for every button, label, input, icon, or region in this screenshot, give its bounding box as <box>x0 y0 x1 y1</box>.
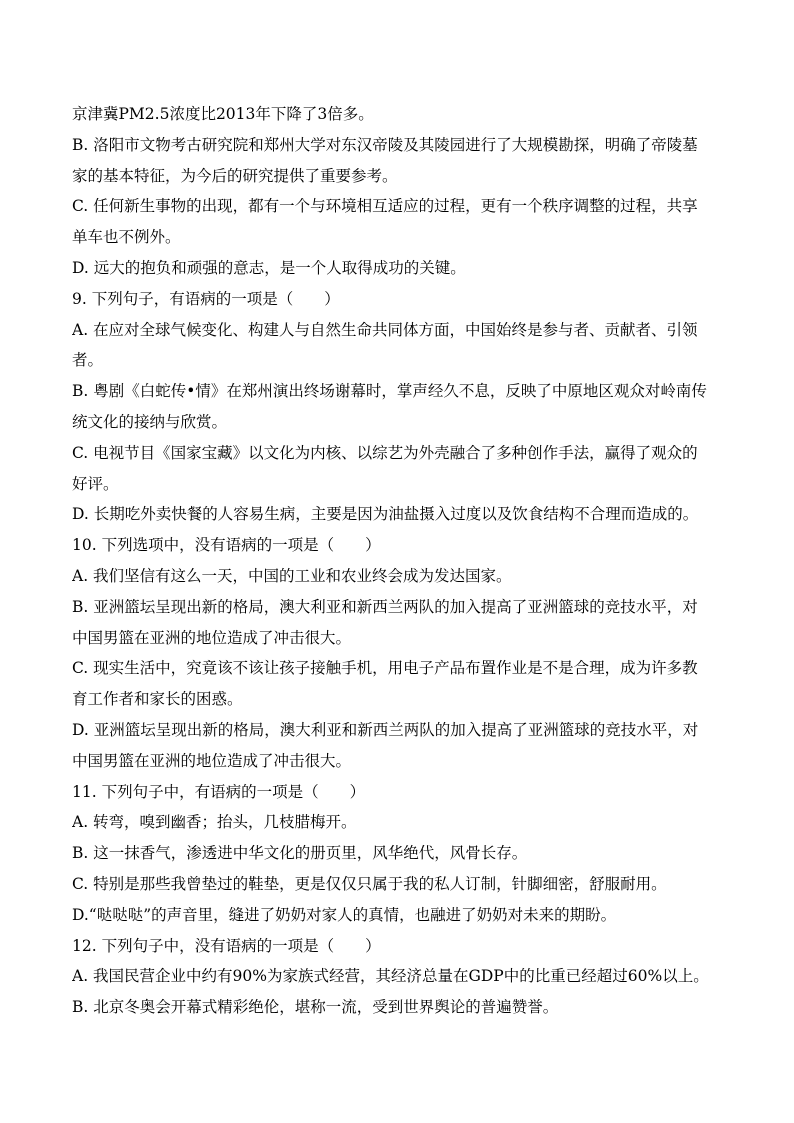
option-d-line: D.“哒哒哒”的声音里，缝进了奶奶对家人的真情，也融进了奶奶对未来的期盼。 <box>72 905 617 924</box>
question-9-stem: 9. 下列句子，有语病的一项是（ ） <box>72 289 340 308</box>
option-b-line: B. 亚洲篮坛呈现出新的格局，澳大利亚和新西兰两队的加入提高了亚洲篮球的竞技水平，对 <box>72 597 698 616</box>
text-line: 好评。 <box>72 474 119 493</box>
option-c-line: C. 现实生活中，究竟该不该让孩子接触手机，用电子产品布置作业是不是合理，成为许多教 <box>72 659 698 678</box>
option-a-line: A. 我国民营企业中约有90%为家族式经营，其经济总量在GDP中的比重已经超过60%以上。 <box>72 967 709 986</box>
text-line: 家的基本特征，为今后的研究提供了重要参考。 <box>72 166 398 185</box>
option-d-line: D. 长期吃外卖快餐的人容易生病，主要是因为油盐摄入过度以及饮食结构不合理而造成的。 <box>72 505 699 524</box>
option-c-line: C. 特别是那些我曾垫过的鞋垫，更是仅仅只属于我的私人订制，针脚细密，舒服耐用。 <box>72 874 667 893</box>
option-b-line: B. 洛阳市文物考古研究院和郑州大学对东汉帝陵及其陵园进行了大规模勘探，明确了帝陵墓 <box>72 135 698 154</box>
text-line: 中国男篮在亚洲的地位造成了冲击很大。 <box>72 751 352 770</box>
text-line: 者。 <box>72 351 104 370</box>
question-12-stem: 12. 下列句子中，没有语病的一项是（ ） <box>72 936 381 955</box>
question-10-stem: 10. 下列选项中，没有语病的一项是（ ） <box>72 536 381 555</box>
text-line: 统文化的接纳与欣赏。 <box>72 412 228 431</box>
option-b-line: B. 粤剧《白蛇传•情》在郑州演出终场谢幕时，掌声经久不息，反映了中原地区观众对岭南传 <box>72 382 707 401</box>
option-d-line: D. 远大的抱负和顽强的意志，是一个人取得成功的关键。 <box>72 258 466 277</box>
text-line: 中国男篮在亚洲的地位造成了冲击很大。 <box>72 628 352 647</box>
question-11-stem: 11. 下列句子中，有语病的一项是（ ） <box>72 782 366 801</box>
option-b-line: B. 这一抹香气，渗透进中华文化的册页里，风华绝代，风骨长存。 <box>72 844 528 863</box>
document-page <box>72 99 722 1023</box>
option-d-line: D. 亚洲篮坛呈现出新的格局，澳大利亚和新西兰两队的加入提高了亚洲篮球的竞技水平，对 <box>72 720 699 739</box>
option-a-line: A. 我们坚信有这么一天，中国的工业和农业终会成为发达国家。 <box>72 566 512 585</box>
option-a-line: A. 转弯，嗅到幽香；抬头，几枝腊梅开。 <box>72 813 357 832</box>
option-c-line: C. 电视节目《国家宝藏》以文化为内核、以综艺为外壳融合了多种创作手法，赢得了观众的 <box>72 443 698 462</box>
option-b-line: B. 北京冬奥会开幕式精彩绝伦，堪称一流，受到世界舆论的普遍赞誉。 <box>72 998 559 1017</box>
text-line: 京津冀PM2.5浓度比2013年下降了3倍多。 <box>72 105 374 123</box>
text-line: 单车也不例外。 <box>72 228 181 247</box>
text-line: 育工作者和家长的困惑。 <box>72 690 243 709</box>
option-c-line: C. 任何新生事物的出现，都有一个与环境相互适应的过程，更有一个秩序调整的过程，共享 <box>72 197 698 216</box>
option-a-line: A. 在应对全球气候变化、构建人与自然生命共同体方面，中国始终是参与者、贡献者、引领 <box>72 320 698 339</box>
